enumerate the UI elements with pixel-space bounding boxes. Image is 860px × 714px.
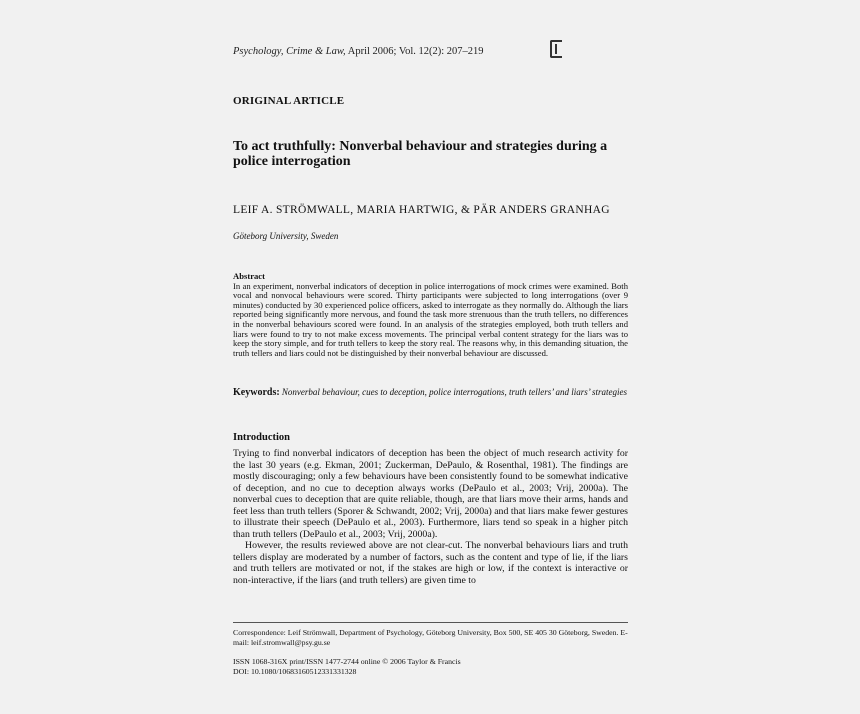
journal-name: Psychology, Crime & Law, [233, 46, 346, 57]
introduction-heading: Introduction [233, 432, 290, 443]
affiliation: Göteborg University, Sweden [233, 231, 339, 241]
author-list: LEIF A. STRÖMWALL, MARIA HARTWIG, & PÄR ANDERS GRANHAG [233, 204, 610, 216]
correspondence-note: Correspondence: Leif Strömwall, Department of Psychology, Göteborg University, Box 500, SE 405 30 Göteborg, Sweden. E-mail: leif.stromwall@psy.gu.se [233, 628, 628, 647]
issn-line: ISSN 1068-316X print/ISSN 1477-2744 online © 2006 Taylor & Francis [233, 657, 461, 666]
abstract-heading: Abstract [233, 271, 265, 281]
introduction-paragraph-2: However, the results reviewed above are not clear-cut. The nonverbal behaviours liars and truth tellers display are moderated by a number of factors, such as the content and type of lie, if the liars and truth tellers are motivated or not, if the stakes are high or low, if the context is interactive or non-interactive, if the liars (and truth tellers) are given time to [233, 540, 628, 586]
journal-header [233, 46, 484, 57]
abstract-text: In an experiment, nonverbal indicators of deception in police interrogations of mock crimes were examined. Both vocal and nonvocal behaviours were scored. Thirty participants were subjected to long interrogations (over 9 minutes) conducted by 30 experienced police officers, asked to interrogate as they normally do. Although the liars reported being significantly more nervous, and found the task more strenuous than the truth tellers, no differences in the nonverbal behaviours scored were found. In an analysis of the strategies employed, both truth tellers and liars were found to try to not make excess movements. The principal verbal content strategy for the liars was to keep the story simple, and for truth tellers to keep the story real. The reasons why, in this demanding situation, the truth tellers and liars could not be distinguished by their nonverbal behaviour are discussed. [233, 280, 628, 358]
introduction-paragraph-1: Trying to find nonverbal indicators of deception has been the object of much research activity for the last 30 years (e.g. Ekman, 2001; Zuckerman, DePaulo, & Rosenthal, 1981). The findings are mostly discouraging; only a few behaviours have been consistently found to be somewhat indicative of deception, and no cue to deception always works (DePaulo et al., 2003; Vrij, 2000a). The nonverbal cues to deception that are quite reliable, though, are that liars move their arms, hands and feet less than truth tellers (Sporer & Schwandt, 2002; Vrij, 2000a) and that liars make fewer gestures to illustrate their speech (DePaulo et al., 2003). Furthermore, liars tend so speak in a higher pitch than truth tellers (DePaulo et al., 2003; Vrij, 2000a). [233, 448, 628, 540]
keywords-block [233, 387, 628, 399]
doi-line: DOI: 10.1080/10683160512331331328 [233, 667, 357, 676]
abstract-block [233, 272, 628, 358]
publisher-logo [550, 40, 610, 57]
keywords-text: Nonverbal behaviour, cues to deception, police interrogations, truth tellers’ and liars’ strategies [281, 387, 628, 397]
routledge-logo-icon [550, 40, 562, 58]
article-title: To act truthfully: Nonverbal behaviour and strategies during a police interrogation [233, 139, 608, 169]
journal-citation: April 2006; Vol. 12(2): 207–219 [345, 46, 484, 57]
publication-info [233, 657, 633, 677]
article-type: ORIGINAL ARTICLE [233, 95, 345, 107]
footnote-divider [233, 622, 628, 623]
introduction-body [233, 448, 628, 586]
keywords-label: Keywords: [233, 387, 280, 398]
